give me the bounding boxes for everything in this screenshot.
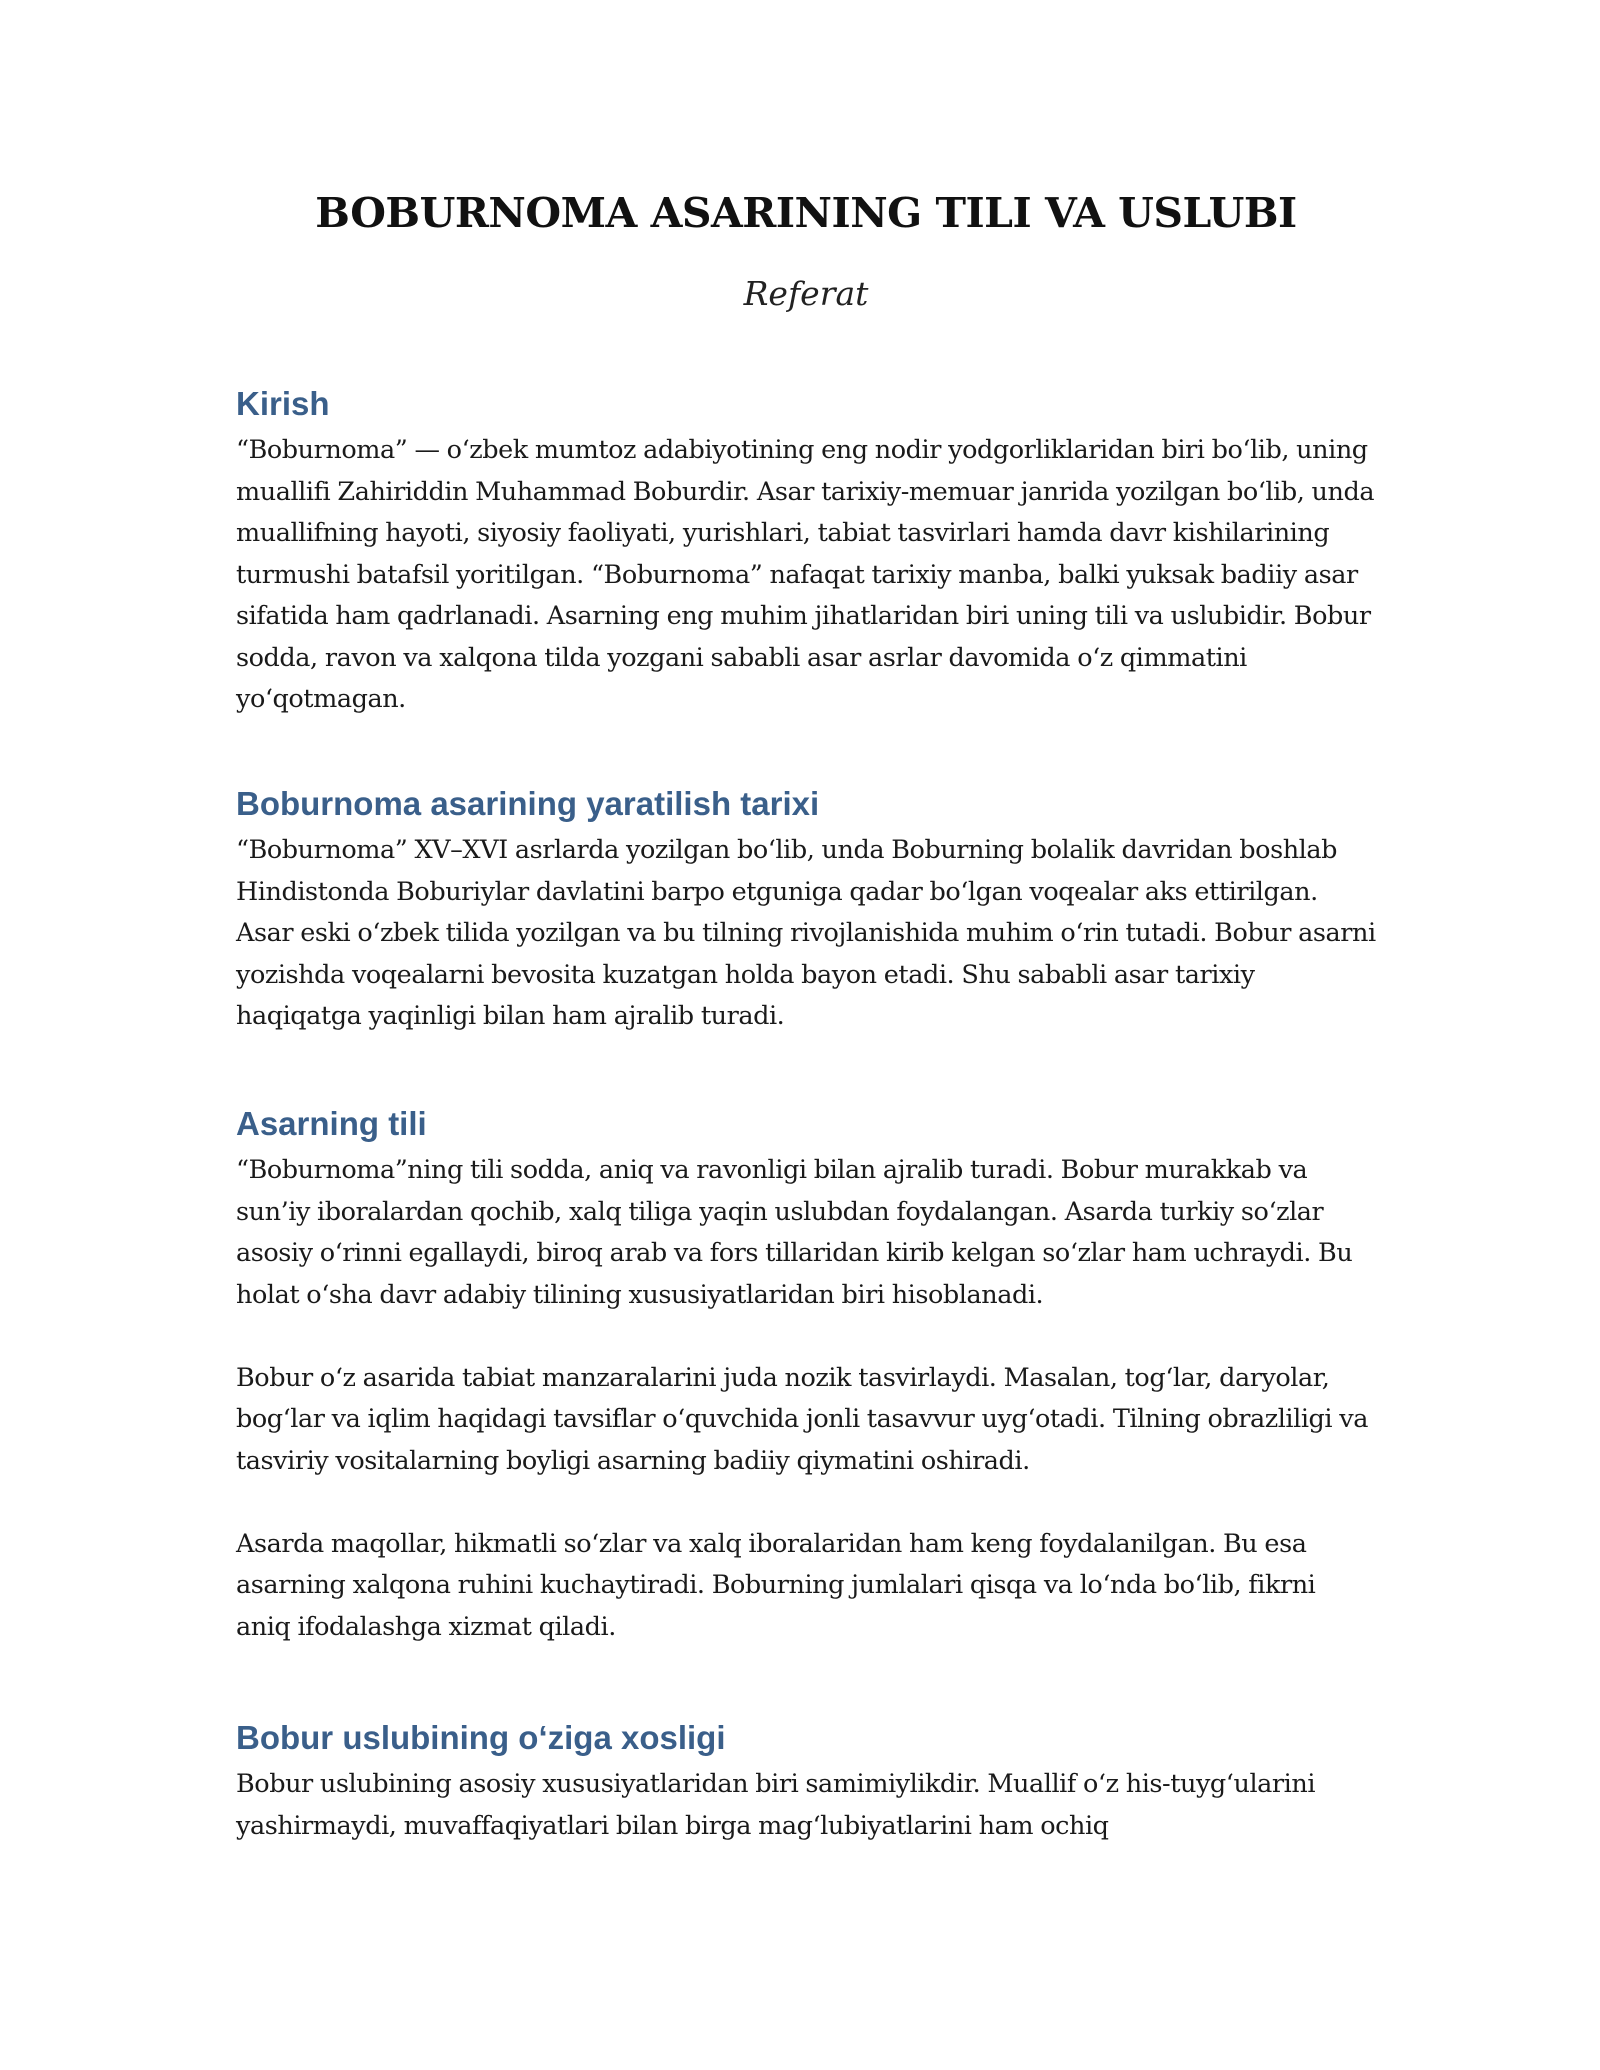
section-paragraph: Bobur uslubining asosiy xususiyatlaridan biri samimiylikdir. Muallif oʻz his-tuygʻularini yashirmaydi, muvaffaqiyatlari bilan birga magʻlubiyatlarini ham ochiq [236,1769,1316,1841]
section-heading: Kirish [236,385,330,422]
section-yaratilish-tarixi [236,782,1376,1038]
section-kirish [236,382,1376,721]
section-uslub-xosligi [236,1716,1376,1847]
section-asarning-tili [236,1102,1376,1648]
section-heading: Asarning tili [236,1105,427,1142]
document-subtitle: Referat [743,274,869,313]
section-paragraph: “Boburnoma”ning tili sodda, aniq va ravonligi bilan ajralib turadi. Bobur murakkab va sun’iy iboralardan qochib, xalq tiliga yaqin uslubdan foydalangan. Asarda turkiy soʻzlar asosiy oʻrinni egallaydi, biroq arab va fors tillaridan kirib kelgan soʻzlar ham uchraydi. Bu holat oʻsha davr adabiy tilining xususiyatlaridan biri hisoblanadi. [236,1155,1353,1310]
section-paragraph: “Boburnoma” — oʻzbek mumtoz adabiyotining eng nodir yodgorliklaridan biri boʻlib, uning muallifi Zahiriddin Muhammad Boburdir. Asar tarixiy-memuar janrida yozilgan boʻlib, unda muallifning hayoti, siyosiy faoliyati, yurishlari, tabiat tasvirlari hamda davr kishilarining turmushi batafsil yoritilgan. “Boburnoma” nafaqat tarixiy manba, balki yuksak badiiy asar sifatida ham qadrlanadi. Asarning eng muhim jihatlaridan biri uning tili va uslubidir. Bobur sodda, ravon va xalqona tilda yozgani sababli asar asrlar davomida oʻz qimmatini yoʻqotmagan. [236,435,1375,714]
section-paragraph: Asarda maqollar, hikmatli soʻzlar va xalq iboralaridan ham keng foydalanilgan. Bu esa asarning xalqona ruhini kuchaytiradi. Boburning jumlalari qisqa va loʻnda boʻlib, fikrni aniq ifodalashga xizmat qiladi. [236,1528,1316,1642]
section-heading: Bobur uslubining oʻziga xosligi [236,1719,726,1756]
section-paragraph: Bobur oʻz asarida tabiat manzaralarini juda nozik tasvirlaydi. Masalan, togʻlar, daryolar, bogʻlar va iqlim haqidagi tavsiflar oʻquvchida jonli tasavvur uygʻotadi. Tilning obrazliligi va tasviriy vositalarning boyligi asarning badiiy qiymatini oshiradi. [236,1362,1368,1476]
section-paragraph: “Boburnoma” XV–XVI asrlarda yozilgan boʻlib, unda Boburning bolalik davridan boshlab Hindistonda Boburiylar davlatini barpo etguniga qadar boʻlgan voqealar aks ettirilgan. Asar eski oʻzbek tilida yozilgan va bu tilning rivojlanishida muhim oʻrin tutadi. Bobur asarni yozishda voqealarni bevosita kuzatgan holda bayon etadi. Shu sababli asar tarixiy haqiqatga yaqinligi bilan ham ajralib turadi. [236,835,1376,1031]
document-title: BOBURNOMA ASARINING TILI VA USLUBI [315,189,1297,237]
section-heading: Boburnoma asarining yaratilish tarixi [236,785,820,822]
